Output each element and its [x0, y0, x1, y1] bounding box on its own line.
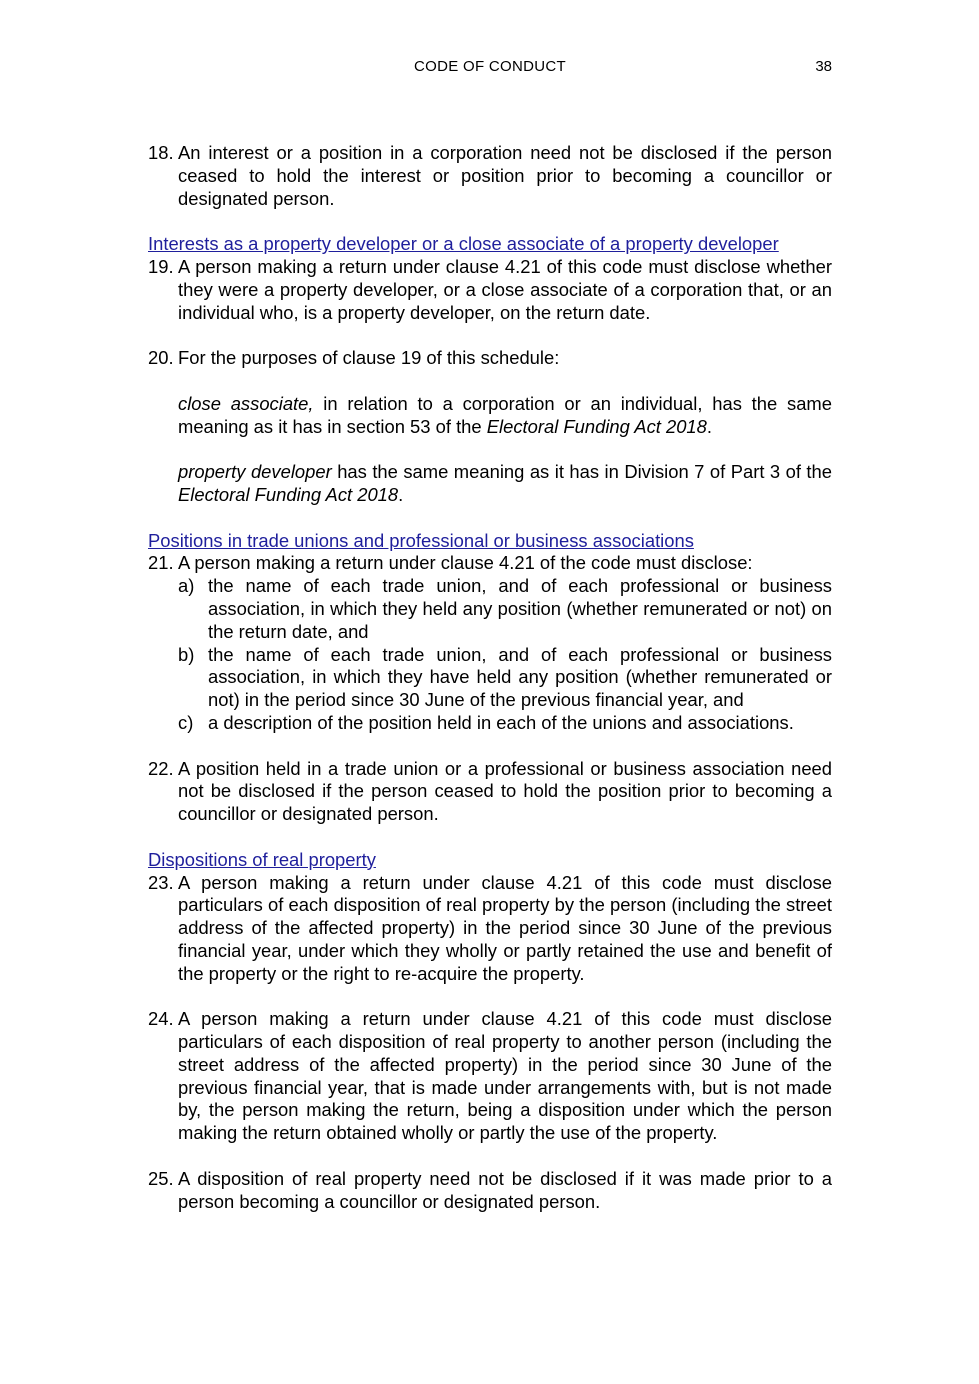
clause-number: 20. — [148, 347, 174, 369]
clause-number: 25. — [148, 1167, 174, 1189]
act-title: Electoral Funding Act 2018 — [486, 415, 707, 437]
clause-text: An interest or a position in a corporation need not be disclosed if the person ceased to hold the interest or position prior to becoming a councillor or designated person. — [178, 142, 832, 209]
definition-text: has the same meaning as it has in Division 7 of Part 3 of the — [331, 461, 832, 483]
definition-text: in relation to a corporation or an individual, has the same meaning as it has in section 53 of the — [178, 392, 832, 437]
clause-number: 22. — [148, 757, 174, 779]
clause-number: 24. — [148, 1008, 174, 1030]
punctuation: . — [398, 483, 404, 505]
document-title: CODE OF CONDUCT — [414, 58, 566, 75]
page-header — [148, 58, 832, 80]
section-heading-dispositions: Dispositions of real property — [148, 848, 376, 870]
clause-21 — [148, 552, 832, 575]
clause-text: A position held in a trade union or a professional or business association need not be disclosed if the person ceased to hold the position prior to becoming a councillor or designated person. — [178, 757, 832, 825]
sub-clause-text: the name of each trade union, and of each professional or business association, in which they have held any position (whether remunerated or not) in the period since 30 June of the previous financial year, and — [208, 643, 832, 711]
sub-clause-c — [148, 712, 832, 735]
page-content — [148, 142, 832, 1213]
clause-text: A person making a return under clause 4.21 of this code must disclose whether they were a property developer, or a close associate of a corporation that, or an individual who, is a property developer, on the return date. — [178, 255, 832, 323]
sub-clause-label: c) — [178, 711, 194, 733]
sub-clause-label: a) — [178, 575, 195, 597]
clause-text: A person making a return under clause 4.21 of this code must disclose particulars of each disposition of real property to another person (including the street address of the affected property) in the period since 30 June of the previous financial year, that is made under arrangements with, but is not made by, the person making the return, being a disposition under which the person making the return obtained wholly or partly the use of the property. — [178, 1008, 832, 1144]
definition-property-developer — [148, 461, 832, 507]
clause-number: 23. — [148, 871, 174, 893]
clause-text: A person making a return under clause 4.21 of the code must disclose: — [178, 552, 753, 574]
defined-term: close associate, — [178, 392, 314, 414]
section-heading-trade-unions: Positions in trade unions and professional or business associations — [148, 529, 694, 551]
act-title: Electoral Funding Act 2018 — [178, 483, 399, 505]
defined-term: property developer — [178, 461, 332, 483]
sub-clause-a — [148, 575, 832, 643]
clause-text: For the purposes of clause 19 of this schedule: — [178, 347, 560, 369]
sub-clause-b — [148, 644, 832, 712]
clause-25 — [148, 1168, 832, 1214]
clause-18 — [148, 142, 832, 210]
definition-close-associate — [148, 393, 832, 439]
page-number: 38 — [815, 58, 832, 75]
clause-number: 21. — [148, 552, 174, 574]
clause-number: 18. — [148, 142, 174, 163]
clause-24 — [148, 1008, 832, 1145]
clause-text: A person making a return under clause 4.21 of this code must disclose particulars of each disposition of real property by the person (including the street address of the affected property) in the period since 30 June of the previous financial year, under which they wholly or partly retained the use and benefit of the property or the right to re-acquire the property. — [178, 871, 832, 984]
sub-clause-label: b) — [178, 643, 195, 665]
punctuation: . — [706, 415, 713, 437]
clause-19 — [148, 256, 832, 324]
clause-23 — [148, 872, 832, 986]
clause-text: A disposition of real property need not be disclosed if it was made prior to a person becoming a councillor or designated person. — [178, 1167, 832, 1212]
clause-20 — [148, 347, 832, 370]
sub-clause-text: the name of each trade union, and of each professional or business association, in which they held any position (whether remunerated or not) on the return date, and — [208, 575, 832, 642]
clause-22 — [148, 758, 832, 826]
clause-number: 19. — [148, 255, 174, 277]
sub-clause-text: a description of the position held in each of the unions and associations. — [208, 711, 794, 733]
section-heading-property-developer: Interests as a property developer or a close associate of a property developer — [148, 233, 779, 255]
